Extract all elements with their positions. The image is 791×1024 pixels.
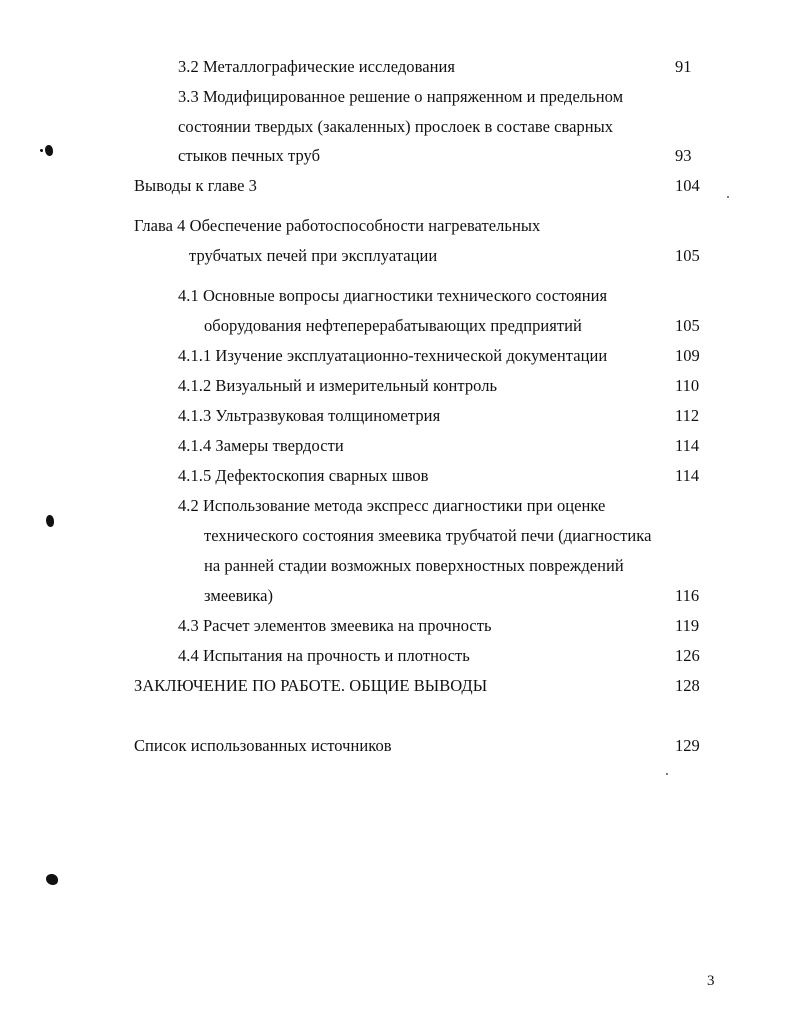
toc-page-4-1: 105 xyxy=(675,316,700,335)
toc-entry-chapter3-conclusions: Выводы к главе 3 xyxy=(134,176,257,195)
toc-page-chapter4: 105 xyxy=(675,246,700,265)
toc-entry-4-1-5: 4.1.5 Дефектоскопия сварных швов xyxy=(178,466,429,485)
toc-entry-3-3-line3: стыков печных труб xyxy=(178,146,321,165)
toc-page-4-1-5: 114 xyxy=(675,466,700,485)
scan-spot-artifact xyxy=(46,515,54,527)
toc-page-conclusion: 128 xyxy=(675,676,700,695)
toc-page-4-1-1: 109 xyxy=(675,346,700,365)
toc-entry-4-1-1: 4.1.1 Изучение эксплуатационно-технической документации xyxy=(178,346,608,365)
toc-page-chapter3-conclusions: 104 xyxy=(675,176,700,195)
toc-page-4-1-2: 110 xyxy=(675,376,700,395)
toc-entry-4-2-line2: технического состояния змеевика трубчатой печи (диагностика xyxy=(204,526,652,545)
toc-entry-4-1-2: 4.1.2 Визуальный и измерительный контроль xyxy=(178,376,498,395)
toc-page-4-1-3: 112 xyxy=(675,406,700,425)
toc-entry-3-3-line1: 3.3 Модифицированное решение о напряженном и предельном xyxy=(178,87,624,106)
toc-page-4-2: 116 xyxy=(675,586,700,605)
toc-entry-chapter4-line2: трубчатых печей при эксплуатации xyxy=(189,246,438,265)
toc-entry-conclusion: ЗАКЛЮЧЕНИЕ ПО РАБОТЕ. ОБЩИЕ ВЫВОДЫ xyxy=(134,676,488,695)
toc-page-4-1-4: 114 xyxy=(675,436,700,455)
toc-page-3-3: 93 xyxy=(675,146,692,165)
toc-entry-4-3: 4.3 Расчет элементов змеевика на прочность xyxy=(178,616,492,635)
scan-spot-artifact xyxy=(40,149,43,152)
toc-entry-4-1-3: 4.1.3 Ультразвуковая толщинометрия xyxy=(178,406,441,425)
toc-entry-4-1-4: 4.1.4 Замеры твердости xyxy=(178,436,344,455)
toc-entry-4-1-line2: оборудования нефтеперерабатывающих предприятий xyxy=(204,316,582,335)
toc-page-references: 129 xyxy=(675,736,700,755)
scan-dot-artifact xyxy=(666,773,668,775)
page-number: 3 xyxy=(707,973,715,989)
toc-page-4-4: 126 xyxy=(675,646,700,665)
toc-entry-references: Список использованных источников xyxy=(134,736,392,755)
toc-page-4-3: 119 xyxy=(675,616,700,635)
toc-entry-4-2-line1: 4.2 Использование метода экспресс диагностики при оценке xyxy=(178,496,606,515)
scan-spot-artifact xyxy=(46,874,58,885)
toc-entry-3-2: 3.2 Металлографические исследования xyxy=(178,57,455,76)
scan-spot-artifact xyxy=(45,145,53,156)
toc-entry-4-2-line4: змеевика) xyxy=(204,586,274,605)
scan-dot-artifact xyxy=(727,196,729,198)
toc-entry-4-2-line3: на ранней стадии возможных поверхностных повреждений xyxy=(204,556,624,575)
toc-entry-4-1-line1: 4.1 Основные вопросы диагностики технического состояния xyxy=(178,286,608,305)
toc-entry-chapter4-line1: Глава 4 Обеспечение работоспособности нагревательных xyxy=(134,216,541,235)
toc-entry-3-3-line2: состоянии твердых (закаленных) прослоек в составе сварных xyxy=(178,117,614,136)
toc-entry-4-4: 4.4 Испытания на прочность и плотность xyxy=(178,646,470,665)
toc-page-3-2: 91 xyxy=(675,57,692,76)
